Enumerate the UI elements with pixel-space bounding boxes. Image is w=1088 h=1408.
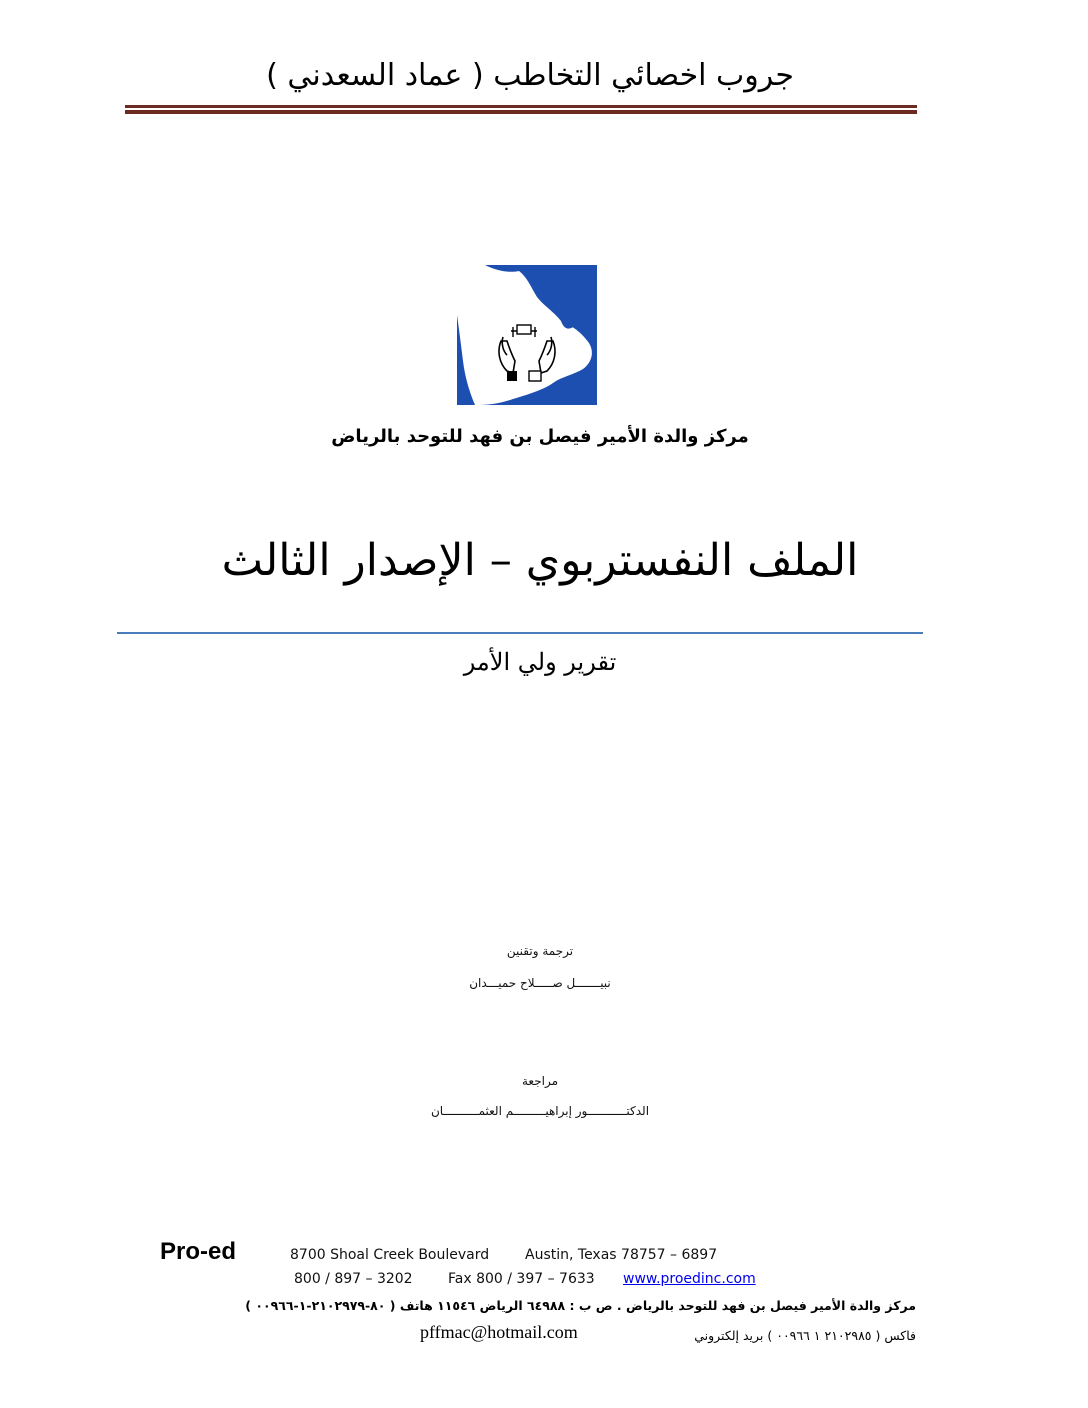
translator-name: نبيـــــــل صـــــلاح حميـــدان (469, 976, 611, 990)
publisher-address: 8700 Shoal Creek Boulevard (290, 1247, 490, 1263)
center-name: مركز والدة الأمير فيصل بن فهد للتوحد بالرياض (331, 426, 749, 447)
contact-email[interactable]: pffmac@hotmail.com (420, 1322, 578, 1342)
publisher-phone: 800 / 897 – 3202 (294, 1271, 413, 1287)
header-divider-thick (125, 110, 917, 114)
document-subtitle: تقرير ولي الأمر (463, 648, 617, 676)
page-header-title: جروب اخصائي التخاطب ( عماد السعدني ) (266, 58, 794, 93)
reviewer-name: الدكتـــــــــــور إبراهيـــــــــم العثمــــــــــان (430, 1104, 650, 1118)
publisher-logo: Pro-ed (160, 1238, 237, 1265)
translation-label: ترجمة وتقنين (506, 944, 574, 958)
header-divider-thin (125, 105, 917, 108)
document-title: الملف النفستربوي – الإصدار الثالث (221, 535, 859, 586)
publisher-website-link[interactable]: www.proedinc.com (623, 1271, 756, 1287)
publisher-city: Austin, Texas 78757 – 6897 (525, 1247, 718, 1263)
logo-left-cuff (507, 371, 517, 381)
review-label: مراجعة (521, 1074, 559, 1088)
publisher-fax: Fax 800 / 397 – 7633 (448, 1271, 595, 1287)
title-divider (117, 632, 923, 634)
logo-right-cuff (529, 371, 541, 381)
contact-fax-line: فاكس ( ٢١٠٢٩٨٥ ١ ٠٠٩٦٦ ) بريد إلكتروني (694, 1328, 916, 1343)
contact-address-line: مركز والدة الأمير فيصل بن فهد للتوحد بالرياض . ص ب : ٦٤٩٨٨ الرياض ١١٥٤٦ هاتف ( ٨٠-٢١٠٢٩٧٩-١-٠٠٩٦٦ ) (245, 1298, 916, 1313)
saudi-map-hands-icon (457, 265, 597, 405)
